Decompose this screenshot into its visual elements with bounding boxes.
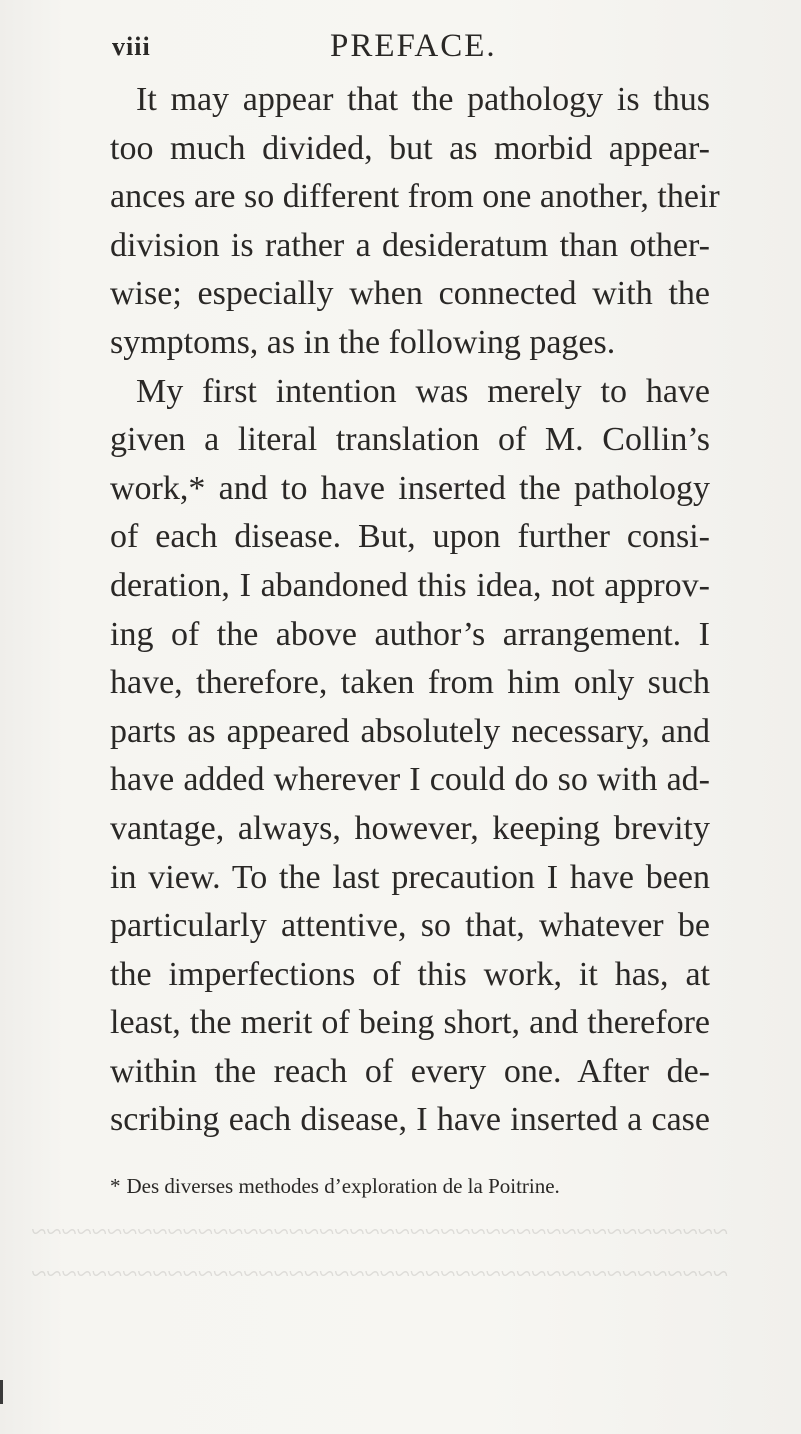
page-number: viii bbox=[112, 32, 151, 61]
text-line: ing of the above author’s arrangement. I bbox=[110, 615, 710, 653]
text-line: My first intention was merely to have bbox=[136, 372, 710, 410]
text-line: parts as appeared absolutely necessary, and bbox=[110, 712, 710, 750]
text-line: deration, I abandoned this idea, not approv- bbox=[110, 566, 710, 604]
text-line: particularly attentive, so that, whatever be bbox=[110, 907, 710, 945]
body-text bbox=[110, 76, 720, 1145]
page-edge-mark bbox=[0, 1380, 3, 1404]
text-line: have added wherever I could do so with ad- bbox=[110, 761, 710, 799]
page-header bbox=[108, 28, 708, 68]
running-title: PREFACE. bbox=[330, 28, 497, 64]
text-line: symptoms, as in the following pages. bbox=[110, 323, 616, 361]
text-line: have, therefore, taken from him only such bbox=[110, 664, 710, 702]
text-line: wise; especially when connected with the bbox=[110, 275, 710, 313]
text-line: within the reach of every one. After de- bbox=[110, 1052, 710, 1090]
footnote bbox=[110, 1174, 710, 1199]
text-line: scribing each disease, I have inserted a case bbox=[110, 1101, 710, 1139]
text-line: work,* and to have inserted the pathology bbox=[110, 469, 710, 507]
footnote-text: Des diverses methodes d’exploration de la Poitrine. bbox=[126, 1174, 560, 1198]
text-line: too much divided, but as morbid appear- bbox=[110, 129, 710, 167]
preface-paragraphs bbox=[110, 76, 720, 1145]
text-line: vantage, always, however, keeping brevity bbox=[110, 809, 710, 847]
footnote-marker: * bbox=[110, 1174, 121, 1198]
text-line: of each disease. But, upon further consi- bbox=[110, 518, 710, 556]
text-line: the imperfections of this work, it has, at bbox=[110, 955, 710, 993]
bleed-through-texture: ~~~~~~~~~~~~~~~~~~~~~~~~~~~~~~~~~~~~~~~~~~~~~~ ~~~~~~~~~~~~~~~~~~~~~~~~~~~~~~~~~~~~~~~~~~~~~~ bbox=[31, 1217, 728, 1290]
text-line: It may appear that the pathology is thus bbox=[136, 81, 710, 118]
text-line: given a literal translation of M. Collin’s bbox=[110, 421, 710, 459]
text-line: division is rather a desideratum than other- bbox=[110, 226, 710, 264]
text-line: least, the merit of being short, and therefore bbox=[110, 1004, 710, 1042]
text-line: in view. To the last precaution I have been bbox=[110, 858, 710, 896]
text-line: ances are so different from one another, their bbox=[110, 178, 720, 216]
